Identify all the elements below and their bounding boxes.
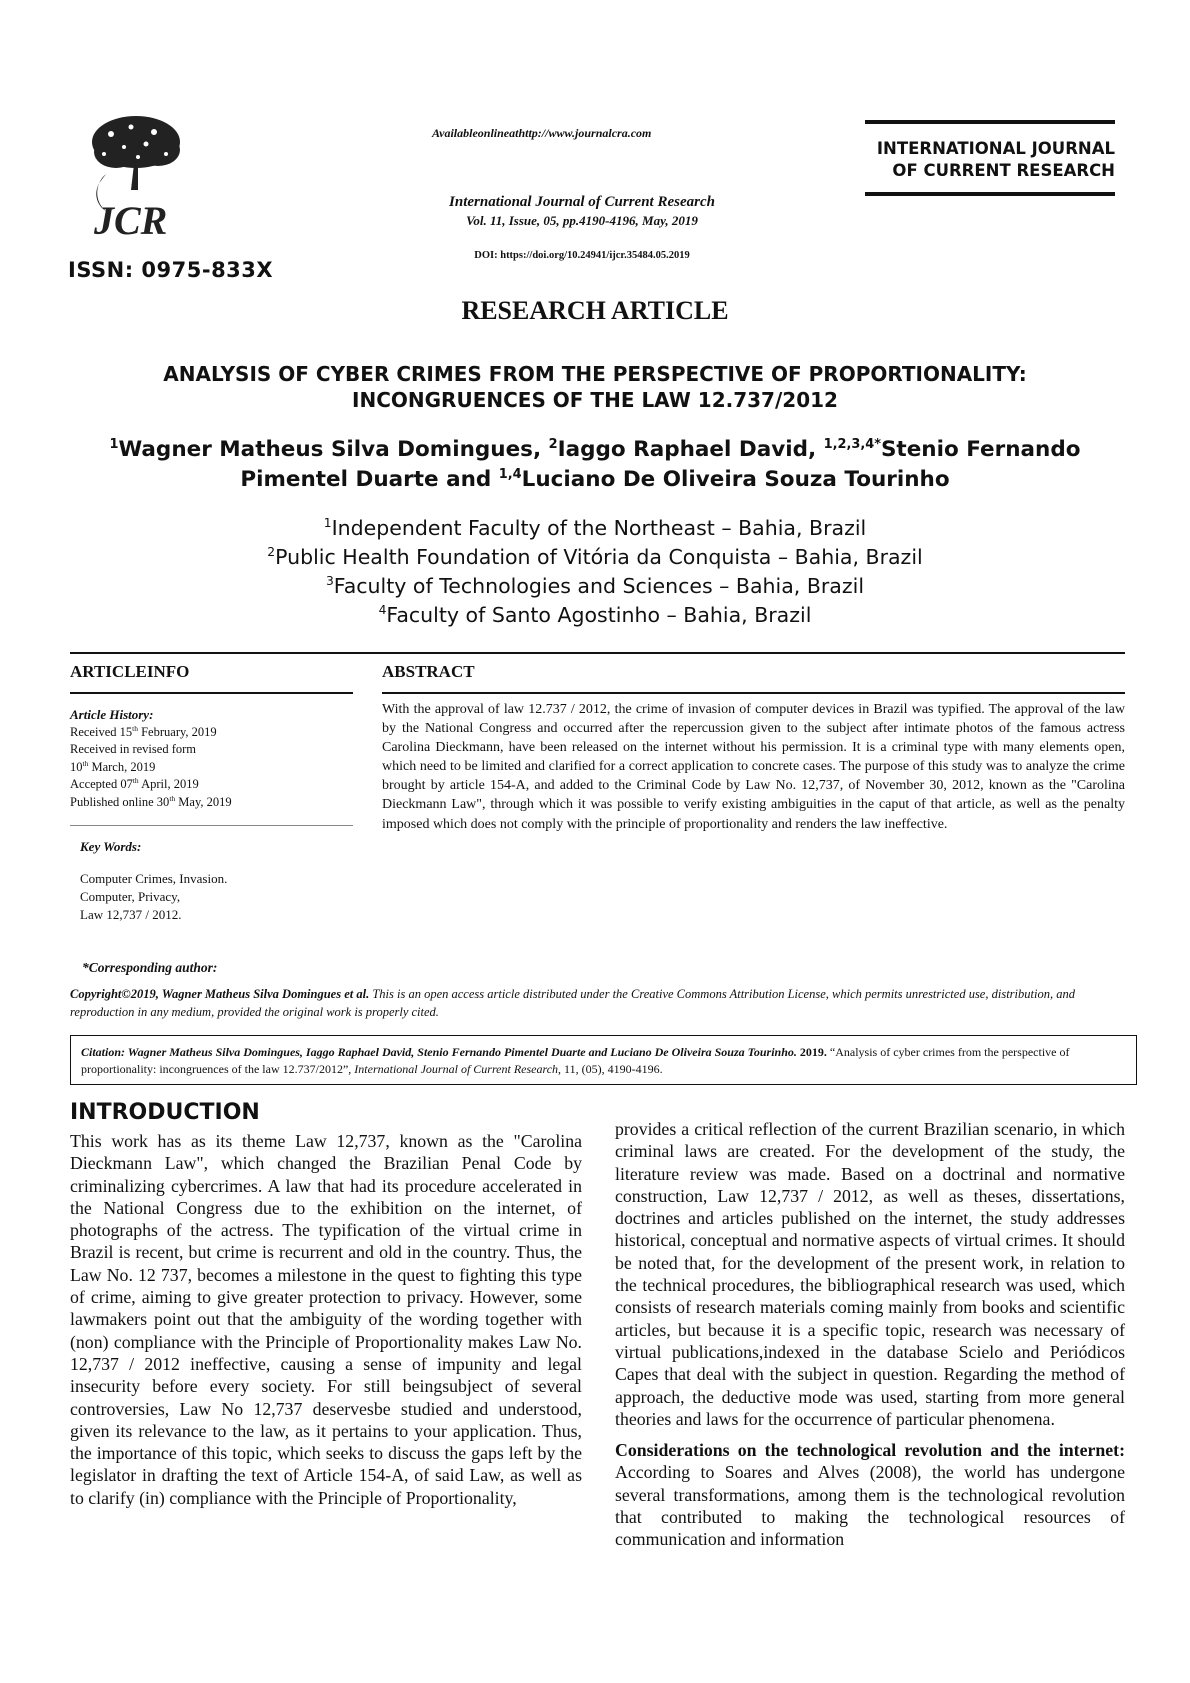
- keyword: Computer Crimes, Invasion.: [80, 871, 228, 886]
- citation-journal: International Journal of Current Research: [354, 1062, 559, 1076]
- author-4-sup: 1,4: [498, 466, 522, 482]
- affiliation: [0, 601, 1190, 630]
- article-info-heading: ARTICLEINFO: [70, 662, 190, 681]
- keywords: [80, 838, 350, 924]
- history-text: May, 2019: [175, 794, 232, 809]
- masthead-line1: INTERNATIONAL JOURNAL: [876, 139, 1115, 158]
- article-info-rule: [70, 692, 353, 694]
- keyword: Law 12,737 / 2012.: [80, 907, 182, 922]
- masthead-line2: OF CURRENT RESEARCH: [892, 161, 1115, 180]
- author-4: Luciano De Oliveira Souza Tourinho: [521, 467, 950, 492]
- history-revised-date: [70, 759, 353, 777]
- paragraph: This work has as its theme Law 12,737, known as the "Carolina Dieckmann Law", which changed the Brazilian Penal Code by criminalizing cybercrimes. A law that had its procedure accelerated in the National Congress due to the exhibition on the internet, of photographs of the actress. The typification of the virtual crime in Brazil is recent, but crime is recurrent and old in the country. Thus, the Law No. 12 737, becomes a milestone in the quest to fighting this type of crime, aiming to give greater protection to privacy. However, some lawmakers point out that the ambiguity of the wording together with (non) compliance with the Principle of Proportionality makes Law No. 12,737 / 2012 ineffective, causing a sense of impunity and legal insecurity before every society. For still beingsubject of several controversies, Law No 12,737 deservesbe studied and understood, given its relevance to the law, as it pertains to your application. Thus, the importance of this topic, which seeks to discuss the gaps left by the legislator in drafting the text of Article 154-A, of said Law, as well as to clarify (in) compliance with the Principle of Proportionality,: [70, 1131, 582, 1508]
- history-accepted: [70, 776, 353, 794]
- history-published: [70, 794, 353, 812]
- affiliation: [0, 543, 1190, 572]
- citation-box: [70, 1035, 1137, 1085]
- author-2: Iaggo Raphael David,: [557, 437, 824, 462]
- abstract-text: With the approval of law 12.737 / 2012, the crime of invasion of computer devices in Brazil was typified. The approval of the law by the National Congress and occurred after the repercussion given to the subject after intimate photos of the famous actress Carolina Dieckmann, have been released on the internet without his permission. It is a criminal type with many elements open, which need to be limited and clarified for a correct application to concrete cases. The purpose of this study was to analyze the crime brought by article 154-A, and added to the Criminal Code by Law No. 12,737, of November 30, 2012, known as the "Carolina Dieckmann Law", through which it was possible to verify existing ambiguities in the caput of that article, as well as the penalty imposed which does not comply with the principle of proportionality and renders the law ineffective.: [382, 702, 1125, 832]
- citation-pages: , 11, (05), 4190-4196.: [558, 1062, 663, 1076]
- affiliation-text: Public Health Foundation of Vitória da Conquista – Bahia, Brazil: [275, 545, 923, 569]
- keyword: Computer, Privacy,: [80, 889, 181, 904]
- issn: ISSN: 0975-833X: [68, 258, 274, 282]
- history-text: 10: [70, 759, 83, 774]
- affiliation-text: Independent Faculty of the Northeast – Bahia, Brazil: [331, 516, 867, 540]
- affiliation-text: Faculty of Technologies and Sciences – Bahia, Brazil: [333, 574, 865, 598]
- author-3: Stenio Fernando Pimentel Duarte and: [240, 437, 1081, 492]
- history-text: Received 15: [70, 724, 133, 739]
- affiliation-sup: 2: [267, 545, 276, 560]
- author-2-sup: 2: [548, 436, 558, 452]
- copyright-text: This is an open access article distributed under the Creative Commons Attribution License, which permits unrestricted use, distribution, and reproduction in any medium, provided the original work is properly cited.: [70, 987, 1075, 1019]
- journal-masthead: [865, 120, 1115, 196]
- author-1: Wagner Matheus Silva Domingues,: [118, 437, 549, 462]
- history-heading: Article History:: [70, 707, 154, 722]
- masthead-rule-bottom: [865, 192, 1115, 196]
- title-line-1: ANALYSIS OF CYBER CRIMES FROM THE PERSPECTIVE OF PROPORTIONALITY:: [163, 362, 1027, 386]
- available-online-link[interactable]: Availableonlineathttp://www.journalcra.com: [432, 126, 652, 140]
- svg-text:JCR: JCR: [94, 198, 168, 242]
- affiliation: [0, 572, 1190, 601]
- title-line-2: INCONGRUENCES OF THE LAW 12.737/2012: [352, 388, 838, 412]
- introduction-heading: INTRODUCTION: [70, 1100, 260, 1125]
- corresponding-author: *Corresponding author:: [82, 960, 218, 975]
- history-sup: th: [169, 793, 176, 803]
- section-divider: [70, 652, 1125, 654]
- article-title: [120, 361, 1070, 413]
- affiliations: [0, 514, 1190, 630]
- affiliation-text: Faculty of Santo Agostinho – Bahia, Brazil: [386, 603, 812, 627]
- affiliation-sup: 3: [325, 574, 334, 589]
- copyright-notice: [70, 985, 1130, 1021]
- citation-year: 2019.: [796, 1045, 827, 1059]
- keywords-heading: Key Words:: [80, 839, 142, 854]
- history-text: April, 2019: [138, 777, 199, 791]
- article-type: RESEARCH ARTICLE: [461, 296, 729, 325]
- tree-logo-icon: [76, 112, 196, 242]
- abstract-rule: [382, 692, 1125, 694]
- history-sup: th: [82, 758, 89, 768]
- journal-name: International Journal of Current Research: [449, 194, 715, 210]
- history-text: February, 2019: [137, 724, 217, 739]
- journal-volume: Vol. 11, Issue, 05, pp.4190-4196, May, 2019: [466, 213, 698, 228]
- history-received: [70, 724, 353, 742]
- history-text: Published online 30: [70, 794, 170, 809]
- affiliation-sup: 4: [378, 603, 387, 618]
- keywords-divider: [70, 825, 353, 826]
- history-sup: th: [132, 723, 138, 733]
- affiliation: [0, 514, 1190, 543]
- journal-logo: [76, 112, 196, 242]
- copyright-bold: Copyright©2019, Wagner Matheus Silva Domingues et al.: [70, 987, 370, 1001]
- paragraph: provides a critical reflection of the current Brazilian scenario, in which criminal laws are created. For the development of the study, the literature review was made. Based on a doctrinal and normative construction, Law 12,737 / 2012, as well as theses, dissertations, doctrines and articles published on the internet, the study addresses historical, conceptual and normative aspects of virtual crimes. It should be noted that, for the development of the present work, in relation to the technical procedures, the bibliographical research was used, which consists of research materials coming mainly from books and scientific articles, but because it is a specific topic, research was necessary of virtual publications,indexed in the database Scielo and Periódicos Capes that deal with the subject in question. Regarding the method of approach, the deductive mode was used, starting from more general theories and laws for the occurrence of particular phenomena.: [615, 1119, 1125, 1429]
- subsection-heading: Considerations on the technological revolution and the internet:: [615, 1440, 1125, 1461]
- history-text: Accepted 07: [70, 777, 133, 791]
- author-3-sup: 1,2,3,4*: [823, 436, 881, 452]
- masthead-rule-top: [865, 120, 1115, 124]
- affiliation-sup: 1: [323, 516, 332, 531]
- history-text: March, 2019: [88, 759, 156, 774]
- body-column-right: [615, 1118, 1125, 1560]
- body-column-left: [70, 1130, 582, 1509]
- paragraph: [615, 1439, 1125, 1550]
- article-history: [70, 706, 353, 811]
- author-1-sup: 1: [109, 436, 119, 452]
- citation-title: “Analysis of cyber crimes from the perspective of proportionality: incongruences of the law 12.737/2012”,: [81, 1045, 1070, 1076]
- history-sup: th: [132, 775, 139, 785]
- doi-link[interactable]: DOI: https://doi.org/10.24941/ijcr.35484.05.2019: [474, 250, 690, 261]
- citation-authors: Citation: Wagner Matheus Silva Domingues, Iaggo Raphael David, Stenio Fernando Pimentel Duarte and Luciano De Oliveira Souza Tourinho.: [81, 1045, 797, 1059]
- history-revised: Received in revised form: [70, 742, 196, 756]
- paragraph-text: According to Soares and Alves (2008), the world has undergone several transformations, among them is the technological revolution that contributed to making the technological resources of communication and information: [615, 1462, 1125, 1550]
- abstract-heading: ABSTRACT: [382, 662, 475, 681]
- author-list: [70, 435, 1120, 495]
